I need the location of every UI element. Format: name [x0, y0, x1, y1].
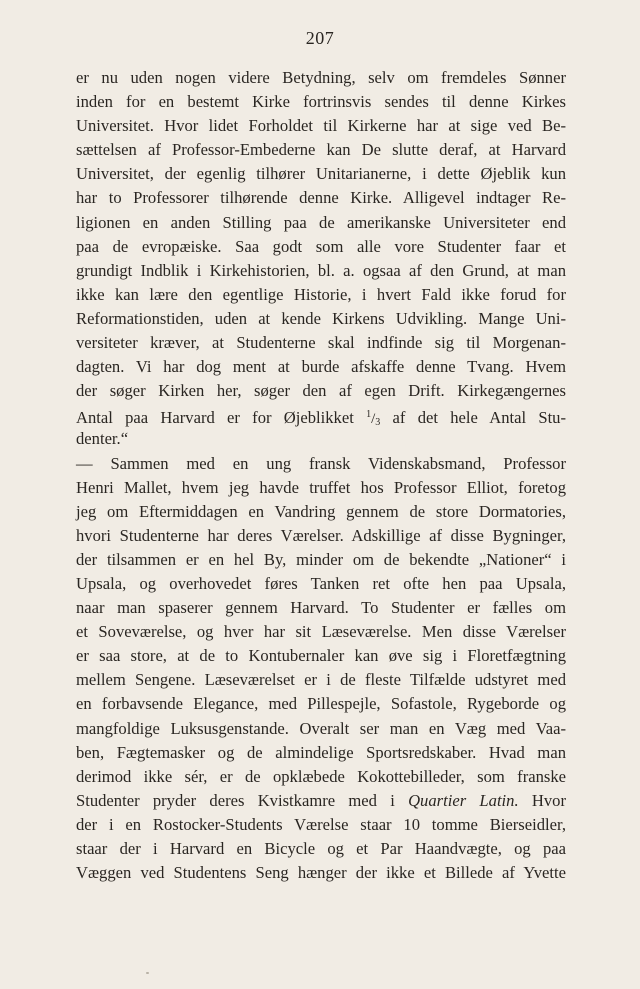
- fraction: [366, 411, 380, 427]
- text-line: jeg om Eftermiddagen en Vandring gennem de store Dormatories,: [76, 501, 566, 521]
- italic-phrase: Quartier Latin.: [408, 790, 519, 810]
- text-line: er nu uden nogen videre Betydning, selv om fremdeles Sønner: [76, 68, 566, 87]
- text-line: har to Professorer tilhørende denne Kirke. Alligevel indtager Re-: [76, 188, 566, 208]
- text-line: Henri Mallet, hvem jeg havde truffet hos Professor Elliot, foretog: [76, 477, 566, 497]
- text-line: naar man spaserer gennem Harvard. To Studenter er fælles om: [76, 598, 566, 618]
- text-line: dagten. Vi har dog ment at burde afskaffe denne Tvang. Hvem: [76, 357, 566, 377]
- body-text: [76, 66, 566, 885]
- text-line: Upsala, og overhovedet føres Tanken ret ofte hen paa Upsala,: [76, 573, 566, 593]
- text-line: ikke kan lære den egentlige Historie, i hvert Fald ikke forud for: [76, 284, 566, 304]
- fraction-denominator: 3: [375, 417, 381, 429]
- text-line: — Sammen med en ung fransk Videnskabsmand, Professor: [76, 453, 566, 473]
- text-line: en forbavsende Elegance, med Pillespejle, Sofastole, Rygeborde og: [76, 694, 566, 714]
- text-line: et Soveværelse, og hver har sit Læseværelse. Men disse Værelser: [76, 622, 566, 642]
- fraction-slash: /: [371, 411, 376, 428]
- text-segment: af det hele Antal Stu-: [392, 408, 566, 428]
- text-line-italic: [76, 789, 566, 813]
- text-line: er saa store, at de to Kontubernaler kan øve sig i Floretfægtning: [76, 646, 566, 666]
- text-segment: Hvor: [531, 790, 566, 810]
- text-line-fraction: [76, 403, 566, 427]
- text-line: inden for en bestemt Kirke fortrinsvis sendes til denne Kirkes: [76, 92, 566, 112]
- fraction-numerator: 1: [366, 409, 372, 421]
- text-line: sættelsen af Professor-Embederne kan De slutte deraf, at Harvard: [76, 140, 566, 160]
- text-segment: Studenter pryder deres Kvistkamre med i: [76, 790, 395, 810]
- text-line: Universitet. Hvor lidet Forholdet til Kirkerne har at sige ved Be-: [76, 116, 566, 136]
- text-line: Væggen ved Studentens Seng hænger der ikke et Billede af Yvette: [76, 863, 566, 883]
- text-line: ben, Fægtemasker og de almindelige Sportsredskaber. Hvad man: [76, 742, 566, 762]
- text-line: grundigt Indblik i Kirkehistorien, bl. a. ogsaa af den Grund, at man: [76, 260, 566, 280]
- text-line: ligionen en anden Stilling paa de amerikanske Universiteter end: [76, 212, 566, 232]
- text-line: der søger Kirken her, søger den af egen Drift. Kirkegængernes: [76, 381, 566, 401]
- text-line: der tilsammen er en hel By, minder om de bekendte „Nationer“ i: [76, 549, 566, 569]
- paragraph-end-line: denter.“: [76, 429, 129, 449]
- paper-speck: [146, 972, 149, 974]
- text-segment: Antal paa Harvard er for Øjeblikket: [76, 408, 354, 428]
- text-line: mangfoldige Luksusgenstande. Overalt ser man en Væg med Vaa-: [76, 718, 566, 738]
- text-line: paa de evropæiske. Saa godt som alle vore Studenter faar et: [76, 236, 566, 256]
- text-line: staar der i Harvard en Bicycle og et Par Haandvægte, og paa: [76, 839, 566, 858]
- text-line: Universitet, der egenlig tilhører Unitarianerne, i dette Øjeblik kun: [76, 164, 566, 184]
- page-number: 207: [305, 28, 335, 48]
- text-line: versiteter kræver, at Studenterne skal indfinde sig til Morgenan-: [76, 333, 566, 353]
- text-line: der i en Rostocker-Students Værelse staar 10 tomme Bierseidler,: [76, 814, 566, 834]
- text-line: mellem Sengene. Læseværelset er i de fleste Tilfælde udstyret med: [76, 670, 566, 690]
- text-line: derimod ikke sér, er de opklæbede Kokottebilleder, som franske: [76, 766, 566, 786]
- text-line: Reformationstiden, uden at kende Kirkens Udvikling. Mange Uni-: [76, 308, 566, 328]
- text-line: hvori Studenterne har deres Værelser. Adskillige af disse Bygninger,: [76, 525, 566, 545]
